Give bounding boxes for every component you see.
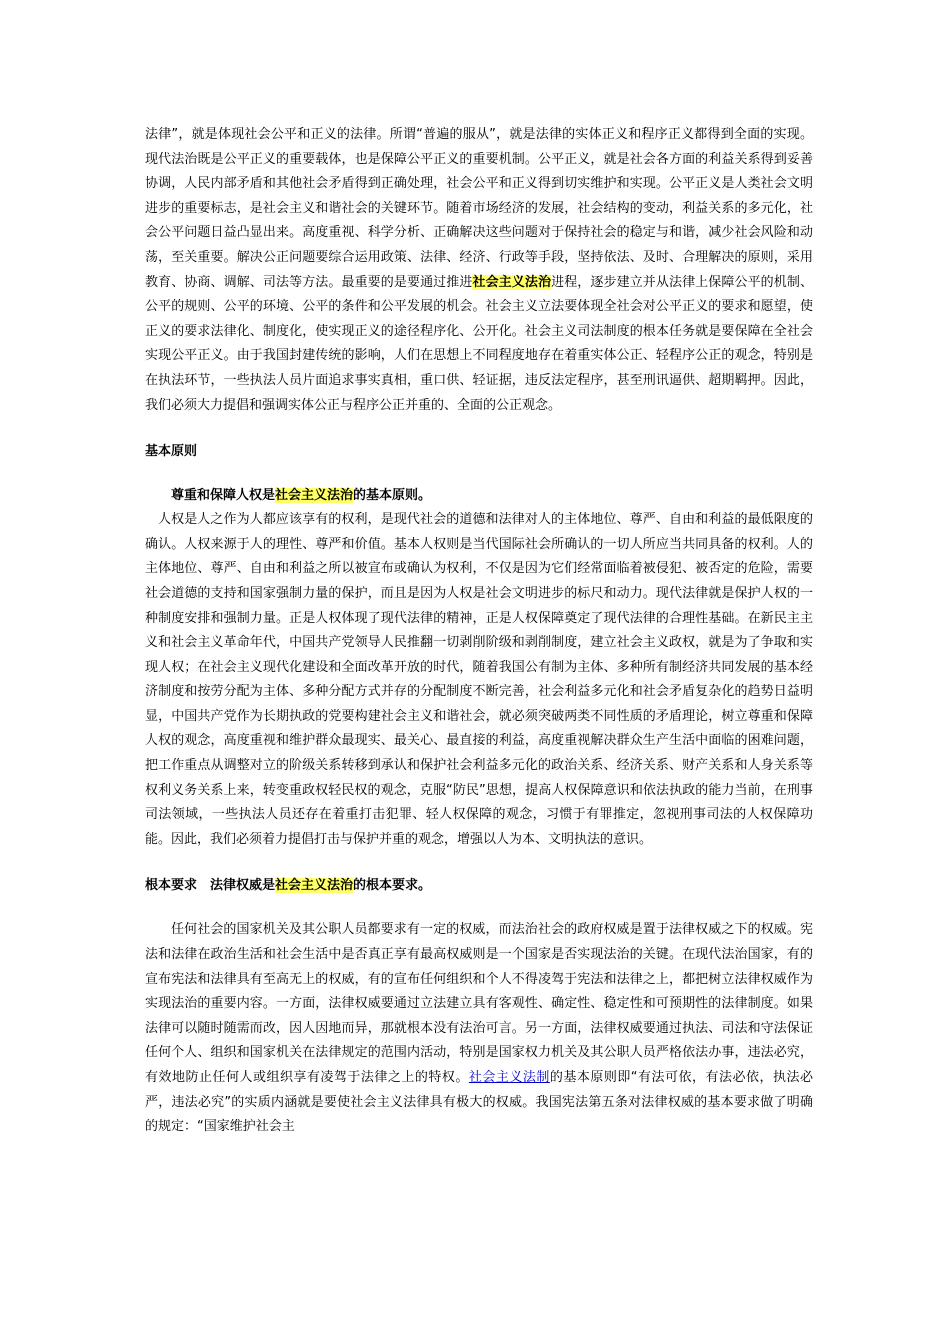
document-page (145, 123, 813, 1140)
paragraph-text: 任何社会的国家机关及其公职人员都要求有一定的权威，而法治社会的政府权威是置于法律权威之下的权威。宪法和法律在政治生活和社会生活中是否真正享有最高权威则是一个国家是否实现法治的关键。在现代法治国家，有的宣布宪法和法律具有至高无上的权威，有的宣布任何组织和个人不得凌驾于宪法和法律之上，都把树立法律权威作为实现法治的重要内容。一方面，法律权威要通过立法建立具有客观性、确定性、稳定性和可预期性的法律制度。如果法律可以随时随需而改，因人因地而异，那就根本没有法治可言。另一方面，法律权威要通过执法、司法和守法保证任何个人、组织和国家机关在法律规定的范围内活动，特别是国家权力机关及其公职人员严格依法办事，违法必究，有效地防止任何人或组织享有凌驾于法律之上的特权。 (145, 922, 813, 1085)
paragraph-text: 法律”，就是体现社会公平和正义的法律。所谓“普遍的服从”，就是法律的实体正义和程序正义都得到全面的实现。现代法治既是公平正义的重要载体，也是保障公平正义的重要机制。公平正义，就是社会各方面的利益关系得到妥善协调，人民内部矛盾和其他社会矛盾得到正确处理，社会公平和正义得到切实维护和实现。公平正义是人类社会文明进步的重要标志，是社会主义和谐社会的关键环节。随着市场经济的发展，社会结构的变动，利益关系的多元化，社会公平问题日益凸显出来。高度重视、科学分析、正确解决这些问题对于保持社会的稳定与和谐，减少社会风险和动荡，至关重要。解决公正问题要综合运用政策、法律、经济、行政等手段，坚持依法、及时、合理解决的原则，采用教育、协商、调解、司法等方法。最重要的是要通过推进 (145, 127, 813, 290)
paragraph-legal-authority (145, 918, 813, 1139)
socialist-legal-system-link[interactable]: 社会主义法制 (468, 1070, 550, 1085)
paragraph-text: 的基本原则即“有法可依，有法必依，执法必严，违法必究”的实质内涵就是要使社会主义法律具有极大的权威。我国宪法第五条对法律权威的基本要求做了明确的规定：“国家维护社会主 (145, 1070, 813, 1135)
paragraph-text: 进程，逐步建立并从法律上保障公平的机制、公平的规则、公平的环境、公平的条件和公平发展的机会。社会主义立法要体现全社会对公平正义的要求和愿望，使正义的要求法律化、制度化，使实现正义的途径程序化、公开化。社会主义司法制度的根本任务就是要保障在全社会实现公平正义。由于我国封建传统的影响，人们在思想上不同程度地存在着重实体公正、轻程序公正的观念，特别是在执法环节，一些执法人员片面追求事实真相，重口供、轻证据，违反法定程序，甚至刑讯逼供、超期羁押。因此，我们必须大力提倡和强调实体公正与程序公正并重的、全面的公正观念。 (145, 274, 813, 413)
subheading-text: 的基本原则。 (353, 488, 432, 504)
subheading-text: 尊重和保障人权是 (171, 488, 276, 504)
highlighted-term: 社会主义法治 (275, 878, 354, 894)
paragraph-fairness-justice (145, 123, 813, 418)
paragraph-human-rights: 人权是人之作为人都应该享有的权利，是现代社会的道德和法律对人的主体地位、尊严、自由和利益的最低限度的确认。人权来源于人的理性、尊严和价值。基本人权则是当代国际社会所确认的一切人所应当共同具备的权利。人的主体地位、尊严、自由和利益之所以被宣布或确认为权利，不仅是因为它们经常面临着被侵犯、被否定的危险，需要社会道德的支持和国家强制力量的保护，而且是因为人权是社会文明进步的标尺和动力。现代法律就是保护人权的一种制度安排和强制力量。正是人权体现了现代法律的精神，正是人权保障奠定了现代法律的合理性基础。在新民主主义和社会主义革命年代，中国共产党领导人民推翻一切剥削阶级和剥削制度，建立社会主义政权，就是为了争取和实现人权；在社会主义现代化建设和全面改革开放的时代，随着我国公有制为主体、多种所有制经济共同发展的基本经济制度和按劳分配为主体、多种分配方式并存的分配制度不断完善，社会利益多元化和社会矛盾复杂化的趋势日益明显，中国共产党作为长期执政的党要构建社会主义和谐社会，就必须突破两类不同性质的矛盾理论，树立尊重和保障人权的观念，高度重视和维护群众最现实、最关心、最直接的利益，高度重视解决群众生产生活中面临的困难问题，把工作重点从调整对立的阶级关系转移到承认和保护社会利益多元化的政治关系、经济关系、财产关系和人身关系等权利义务关系上来，转变重政权轻民权的观念，克服“防民”思想，提高人权保障意识和依法执政的能力当前，在刑事司法领域，一些执法人员还存在着重打击犯罪、轻人权保障的观念，习惯于有罪推定，忽视刑事司法的人权保障功能。因此，我们必须着力提倡打击与保护并重的观念，增强以人为本、文明执法的意识。 (145, 512, 813, 847)
section-heading-fundamental-requirement (145, 874, 813, 898)
highlighted-term: 社会主义法治 (275, 488, 354, 504)
subheading-human-rights (145, 484, 813, 508)
heading-text: 根本要求 法律权威是 (145, 878, 276, 894)
heading-text: 的根本要求。 (353, 878, 432, 894)
highlighted-term: 社会主义法治 (472, 274, 552, 290)
section-heading-basic-principle: 基本原则 (145, 444, 198, 460)
